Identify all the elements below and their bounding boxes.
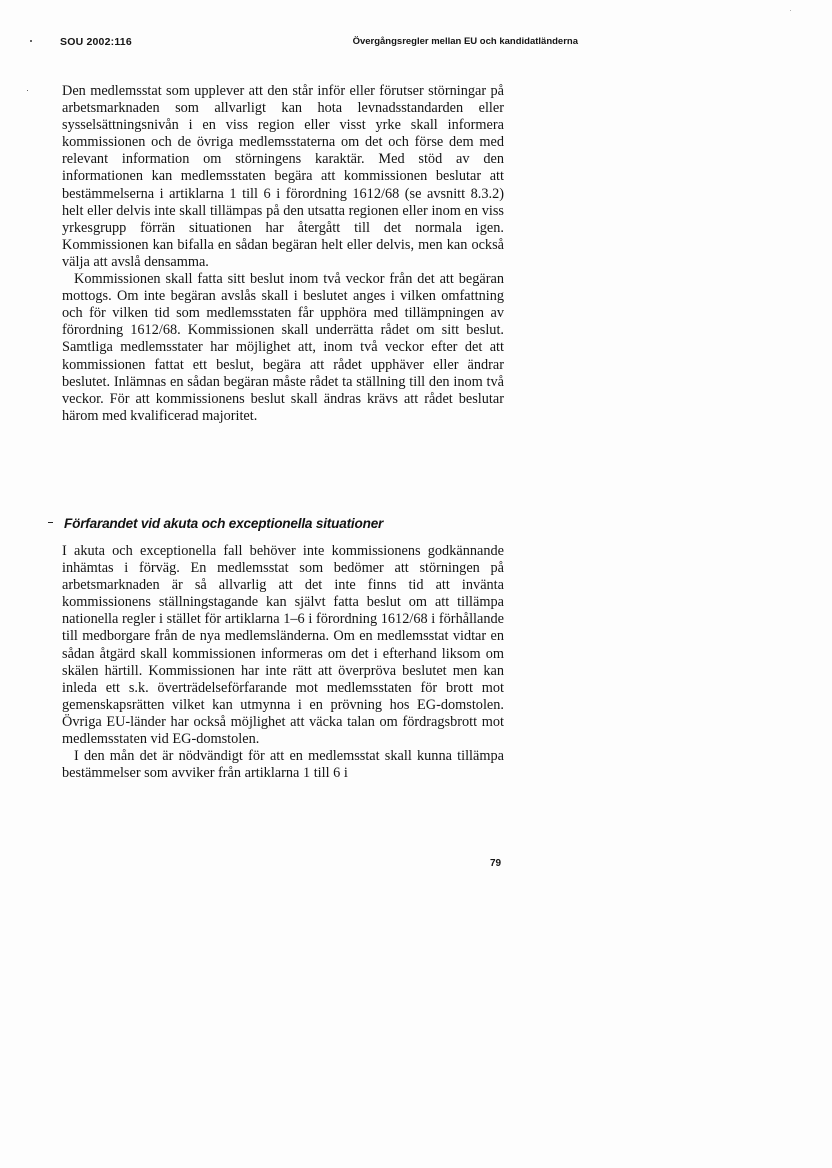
scan-speck — [30, 40, 32, 42]
section-body-1 — [62, 83, 504, 425]
paragraph: I akuta och exceptionella fall behöver inte kommissionens godkännande inhämtas i förväg. En medlemsstat som bedömer att störningen på arbetsmarknaden är så allvarlig att det inte finns tid att invänta kommissionens ställningstagande kan självt fatta beslut om att tillämpa nationella regler i stället för artiklarna 1–6 i förordning 1612/68 i förhållande till medborgare från de nya medlemsländerna. Om en medlemsstat vidtar en sådan åtgärd skall kommissionen informeras om det i efterhand liksom om skälen härtill. Kommissionen har inte rätt att överpröva beslutet men kan inleda ett s.k. överträdelseförfarande mot medlemsstaten för brott mot gemenskapsrätten vilket kan utmynna i en prövning hos EG-domstolen. Övriga EU-länder har också möjlighet att väcka talan om fördragsbrott mot medlemsstaten vid EG-domstolen. — [62, 543, 504, 748]
paragraph: Den medlemsstat som upplever att den står inför eller förutser störningar på arbetsmarknaden som allvarligt kan hota levnadsstandarden eller sysselsättningsnivån i en viss region eller visst yrke skall informera kommissionen och de övriga medlemsstaterna om det och förse dem med relevant information om störningens karaktär. Med stöd av den informationen kan medlemsstaten begära att kommissionen beslutar att bestämmelserna i artiklarna 1 till 6 i förordning 1612/68 (se avsnitt 8.3.2) helt eller delvis inte skall tillämpas på den utsatta regionen eller inom en viss yrkesgrupp förrän situationen har återgått till det normala igen. Kommissionen kan bifalla en sådan begäran helt eller delvis, men kan också välja att avslå densamma. — [62, 83, 504, 270]
margin-mark — [48, 522, 53, 523]
chapter-title: Övergångsregler mellan EU och kandidatländerna — [352, 36, 578, 47]
section-body-2 — [62, 543, 504, 782]
scan-speck — [27, 90, 28, 91]
scan-speck — [790, 10, 791, 11]
paragraph: I den mån det är nödvändigt för att en medlemsstat skall kunna tillämpa bestämmelser som avviker från artiklarna 1 till 6 i — [62, 748, 504, 782]
running-header — [60, 36, 578, 52]
paragraph: Kommissionen skall fatta sitt beslut inom två veckor från det att begäran mottogs. Om inte begäran avslås skall i beslutet anges i vilken omfattning och för vilken tid som medlemsstaten får upphöra med tillämpningen av förordning 1612/68. Kommissionen skall underrätta rådet om sitt beslut. Samtliga medlemsstater har möjlighet att, inom två veckor efter det att kommissionen fattat ett beslut, begära att rådet upphäver eller ändrar beslutet. Inlämnas en sådan begäran måste rådet ta ställning till den inom två veckor. För att kommissionens beslut skall ändras krävs att rådet beslutar härom med kvalificerad majoritet. — [62, 271, 504, 424]
report-number: SOU 2002:116 — [60, 36, 132, 48]
page-number: 79 — [490, 858, 502, 869]
section-heading: Förfarandet vid akuta och exceptionella situationer — [64, 516, 384, 531]
